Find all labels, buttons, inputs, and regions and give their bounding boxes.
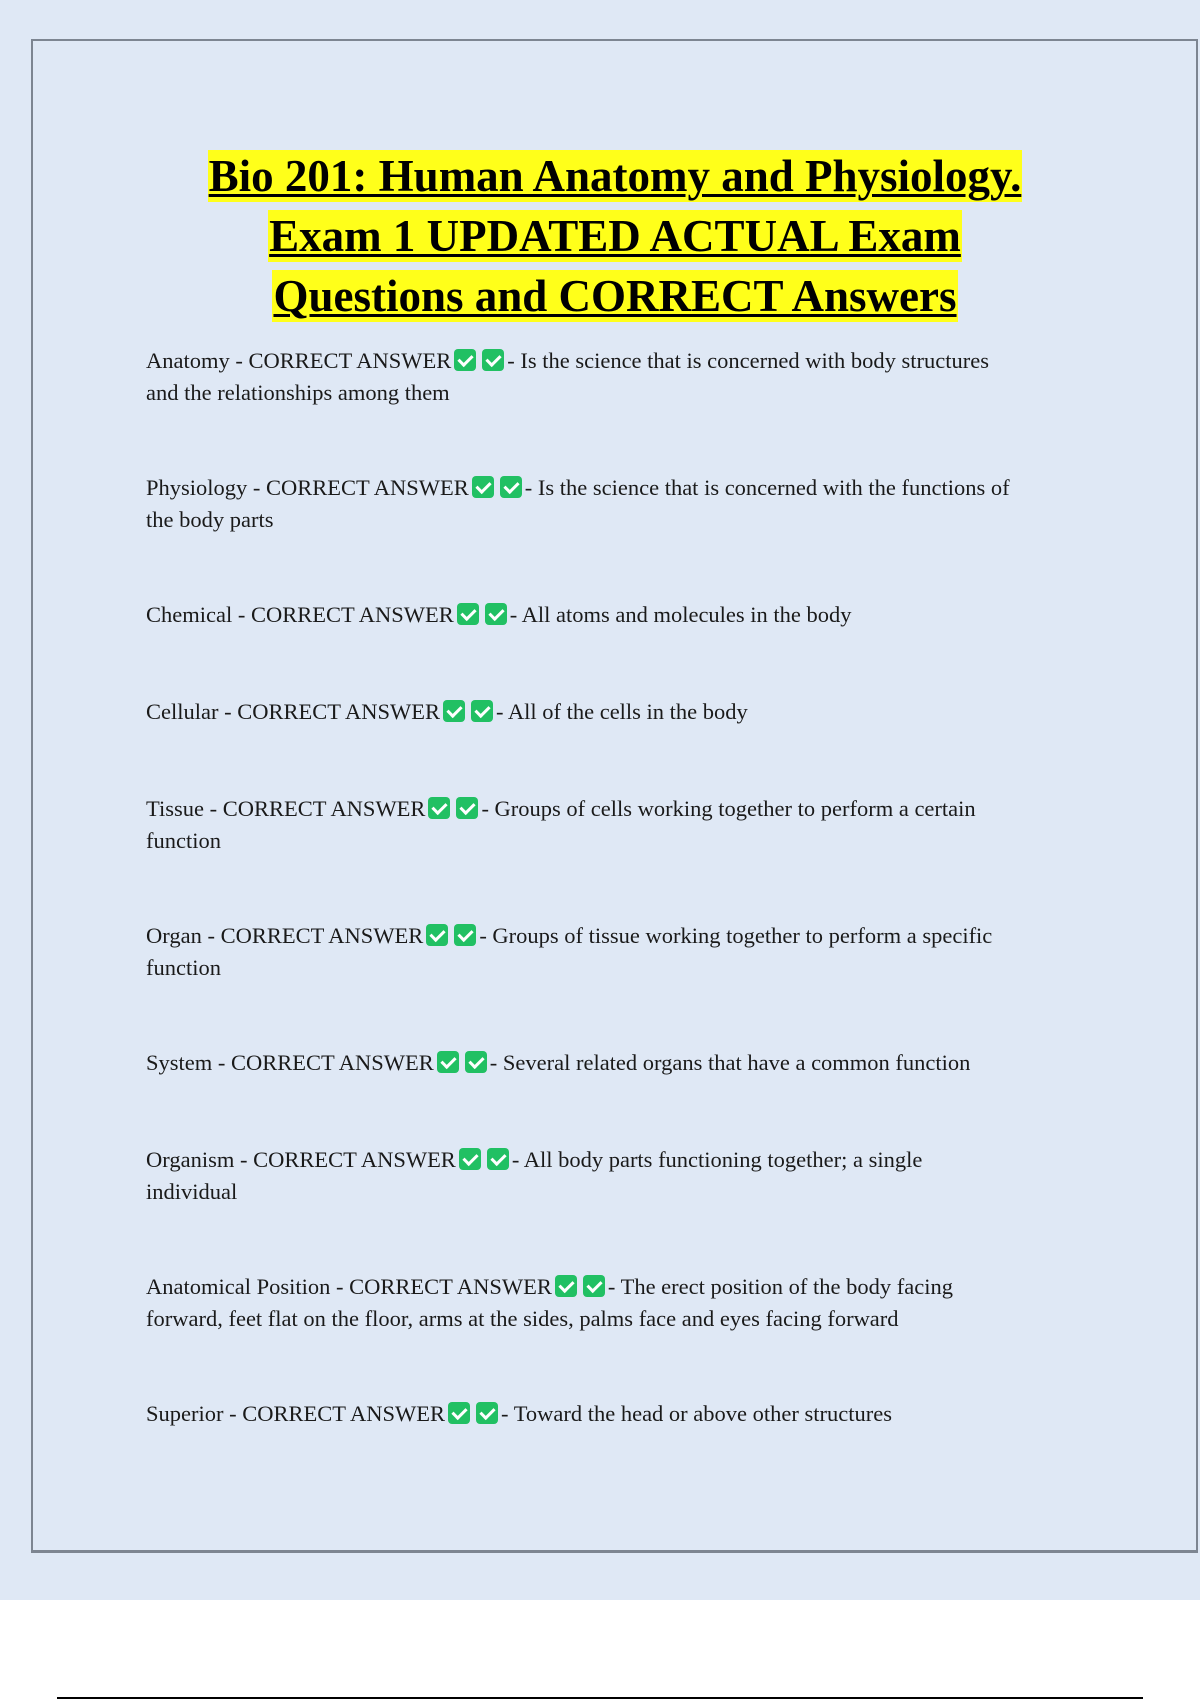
green-checkmark-icon	[459, 1148, 481, 1170]
list-item	[146, 793, 1096, 857]
green-checkmark-icon	[583, 1275, 605, 1297]
entry-definition: - Is the science that is concerned with body structures	[507, 348, 989, 373]
entry-definition: - Toward the head or above other structures	[500, 1401, 892, 1426]
list-item	[146, 599, 1096, 631]
list-item	[146, 472, 1096, 536]
entry-term: System - CORRECT ANSWER	[146, 1050, 434, 1075]
green-checkmark-icon	[456, 797, 478, 819]
green-checkmark-icon	[500, 476, 522, 498]
entry-term: Tissue - CORRECT ANSWER	[146, 796, 426, 821]
entry-term: Organism - CORRECT ANSWER	[146, 1147, 456, 1172]
green-checkmark-icon	[454, 349, 476, 371]
entry-term: Chemical - CORRECT ANSWER	[146, 602, 454, 627]
green-checkmark-icon	[457, 603, 479, 625]
entry-definition: - Is the science that is concerned with the functions of	[524, 475, 1010, 500]
entry-definition: - All atoms and molecules in the body	[509, 602, 852, 627]
entry-definition: - The erect position of the body facing	[607, 1274, 953, 1299]
entry-definition: - Several related organs that have a common function	[489, 1050, 971, 1075]
green-checkmark-icon	[485, 603, 507, 625]
entry-term: Organ - CORRECT ANSWER	[146, 923, 424, 948]
green-checkmark-icon	[426, 924, 448, 946]
green-checkmark-icon	[482, 349, 504, 371]
green-checkmark-icon	[476, 1402, 498, 1424]
entry-term: Anatomical Position - CORRECT ANSWER	[146, 1274, 552, 1299]
document-title	[0, 146, 1200, 326]
title-line-1: Bio 201: Human Anatomy and Physiology.	[208, 151, 1022, 201]
green-checkmark-icon	[472, 476, 494, 498]
entry-definition-continued: individual	[146, 1179, 238, 1204]
green-checkmark-icon	[454, 924, 476, 946]
entry-definition: - All of the cells in the body	[495, 699, 748, 724]
entry-definition-continued: function	[146, 828, 221, 853]
green-checkmark-icon	[428, 797, 450, 819]
list-item	[146, 920, 1096, 984]
green-checkmark-icon	[443, 700, 465, 722]
entry-definition-continued: forward, feet flat on the floor, arms at the sides, palms face and eyes facing forward	[146, 1306, 899, 1331]
footer-divider	[57, 1697, 1143, 1699]
list-item	[146, 1144, 1096, 1208]
list-item	[146, 345, 1096, 409]
green-checkmark-icon	[437, 1051, 459, 1073]
entry-definition: - Groups of cells working together to perform a certain	[481, 796, 976, 821]
list-item	[146, 1271, 1096, 1335]
entry-term: Cellular - CORRECT ANSWER	[146, 699, 440, 724]
green-checkmark-icon	[465, 1051, 487, 1073]
green-checkmark-icon	[487, 1148, 509, 1170]
entry-definition-continued: function	[146, 955, 221, 980]
green-checkmark-icon	[471, 700, 493, 722]
list-item	[146, 696, 1096, 728]
green-checkmark-icon	[448, 1402, 470, 1424]
list-item	[146, 1047, 1096, 1079]
title-line-3: Questions and CORRECT Answers	[273, 271, 957, 321]
entry-term: Superior - CORRECT ANSWER	[146, 1401, 445, 1426]
entry-definition-continued: and the relationships among them	[146, 380, 450, 405]
entry-term: Anatomy - CORRECT ANSWER	[146, 348, 452, 373]
green-checkmark-icon	[555, 1275, 577, 1297]
entry-definition: - Groups of tissue working together to perform a specific	[479, 923, 993, 948]
list-item	[146, 1398, 1096, 1430]
entry-definition: - All body parts functioning together; a single	[511, 1147, 923, 1172]
entry-term: Physiology - CORRECT ANSWER	[146, 475, 469, 500]
entry-definition-continued: the body parts	[146, 507, 274, 532]
title-line-2: Exam 1 UPDATED ACTUAL Exam	[269, 211, 961, 261]
